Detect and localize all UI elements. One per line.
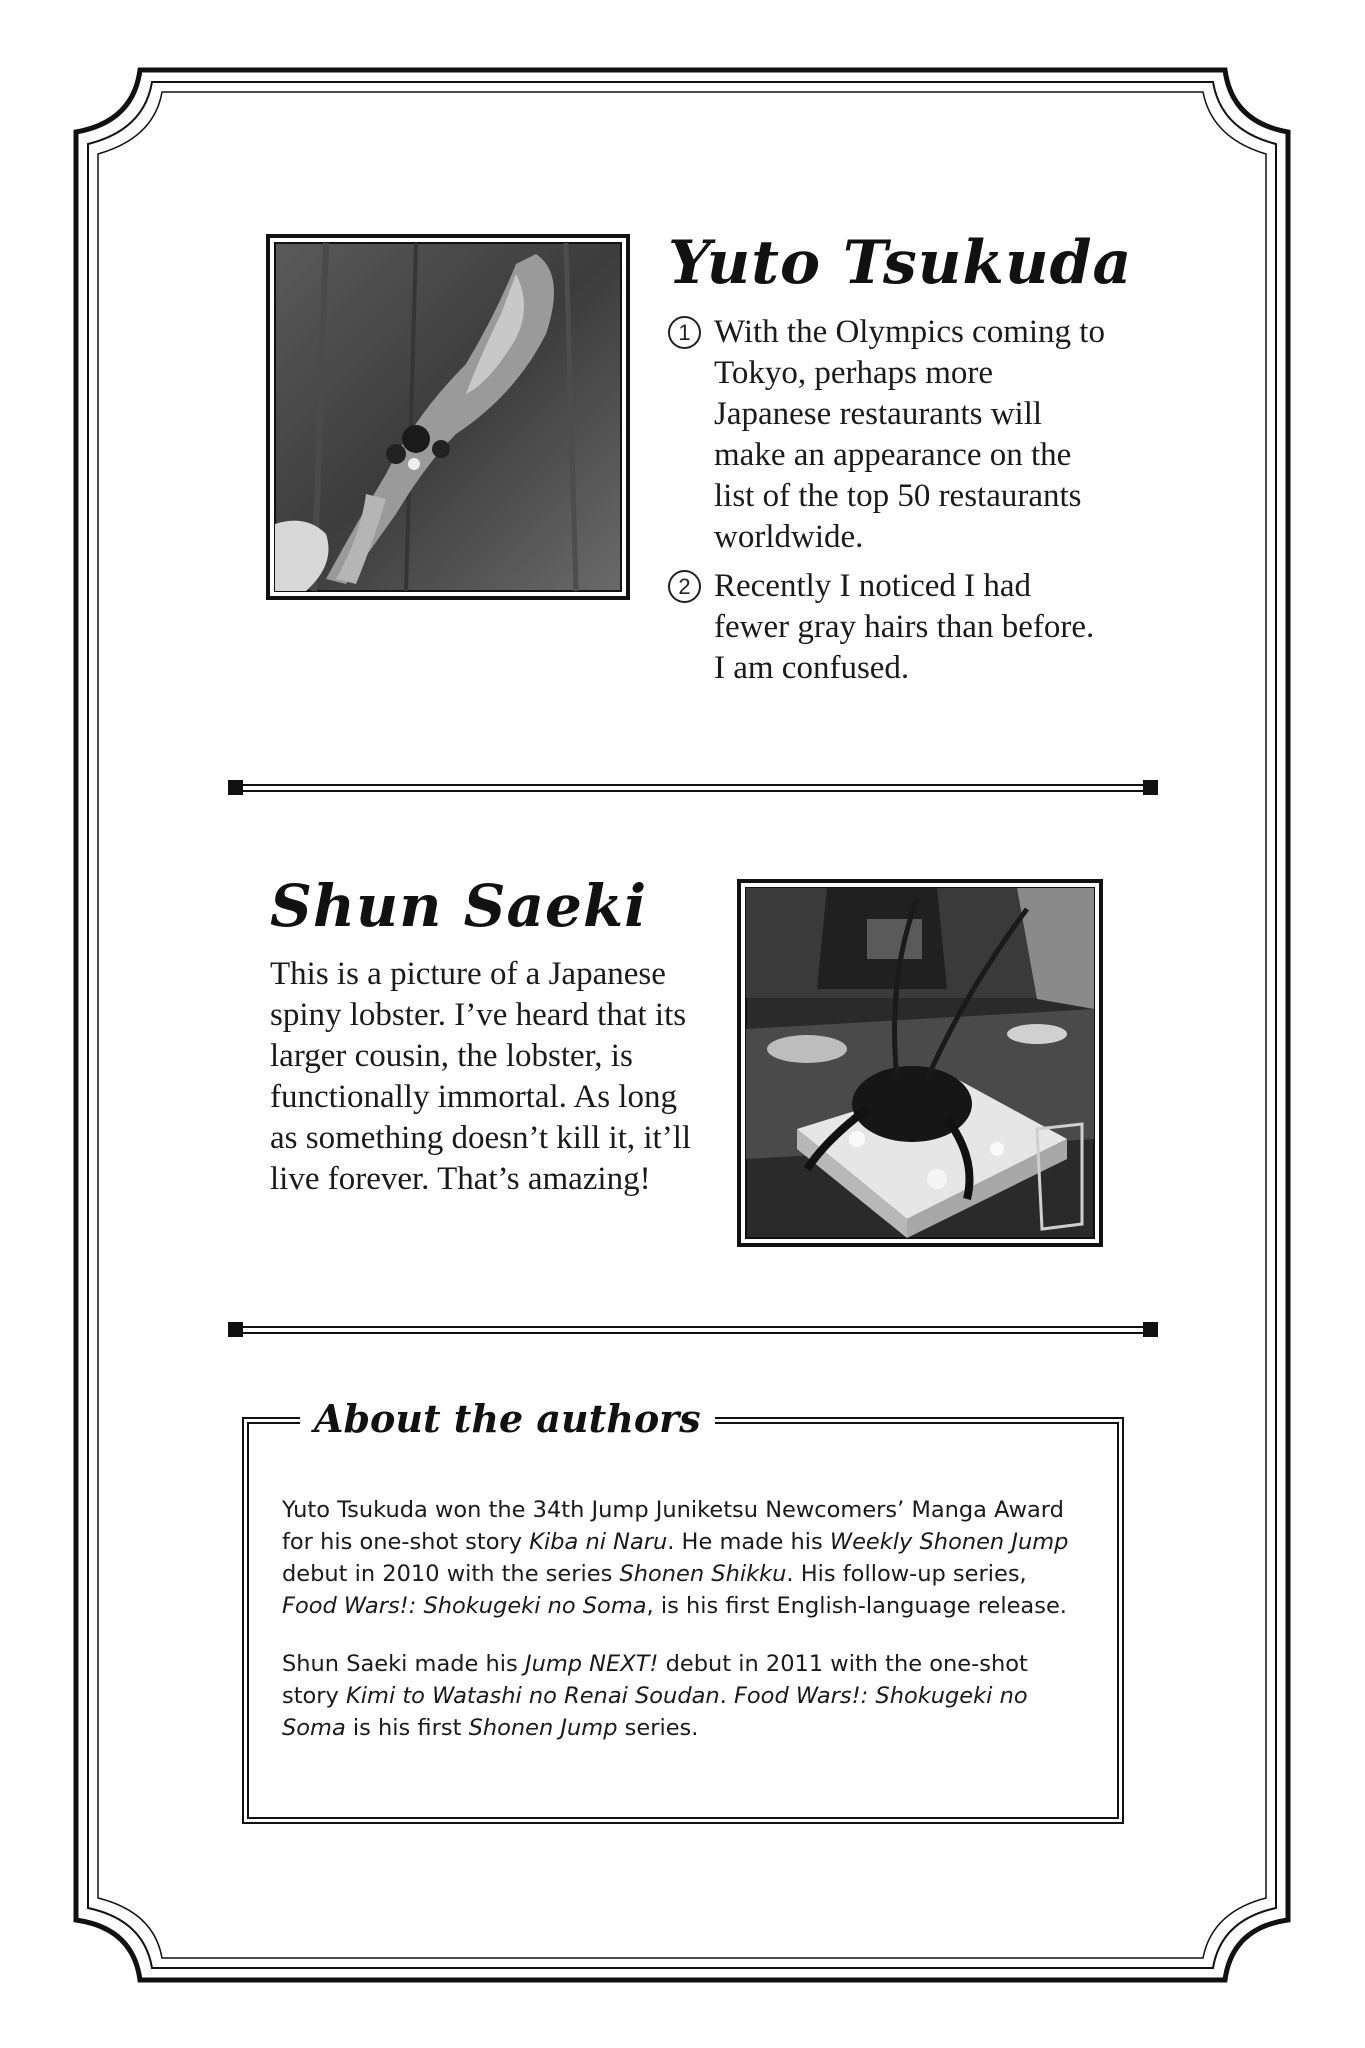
yuto-notes-list	[668, 312, 1108, 697]
about-authors-heading: About the authors	[300, 1396, 715, 1441]
paragraph-text: , is his first English-language release.	[646, 1593, 1067, 1619]
paragraph-text: series.	[617, 1715, 699, 1741]
paragraph-text: . He made his	[667, 1529, 830, 1555]
italic-title-text: Food Wars!: Shokugeki no Soma	[282, 1683, 1028, 1741]
list-item	[668, 312, 1108, 558]
italic-title-text: Kiba ni Naru	[529, 1529, 668, 1555]
paragraph-text: . His follow-up series,	[786, 1561, 1027, 1587]
paragraph-text: Shun Saeki made his	[282, 1651, 525, 1677]
italic-title-text: Weekly Shonen Jump	[829, 1529, 1069, 1555]
circled-number-icon: 1	[668, 316, 701, 349]
paragraph-text: is his first	[345, 1715, 469, 1741]
about-paragraph	[282, 1494, 1082, 1622]
note-text: Recently I noticed I had fewer gray hairs than before. I am confused.	[714, 568, 1095, 686]
author-name-shun-saeki: Shun Saeki	[270, 872, 648, 940]
italic-title-text: Jump NEXT!	[524, 1651, 659, 1677]
paragraph-text: .	[719, 1683, 734, 1709]
author-name-yuto-tsukuda: Yuto Tsukuda	[668, 228, 1133, 298]
list-item	[668, 566, 1108, 689]
italic-title-text: Kimi to Watashi no Renai Soudan	[346, 1683, 720, 1709]
paragraph-text: Yuto Tsukuda won the 34th Jump Juniketsu Newcomers’ Manga Award for his one-shot story	[282, 1497, 1064, 1555]
italic-title-text: Shonen Shikku	[619, 1561, 787, 1587]
shun-saeki-text: This is a picture of a Japanese spiny lobster. I’ve heard that its larger cousin, the lobster, is functionally immortal. As long as something doesn’t kill it, it’ll live forever. That’s amazing!	[270, 956, 692, 1197]
paragraph-text: debut in 2011 with the one-shot story	[282, 1651, 1028, 1709]
circled-number-icon: 2	[668, 570, 701, 603]
about-authors-text	[282, 1494, 1082, 1770]
note-text: With the Olympics coming to Tokyo, perhaps more Japanese restaurants will make an appearance on the list of the top 50 restaurants worldwide.	[714, 314, 1105, 555]
about-paragraph	[282, 1648, 1082, 1744]
squid-skewer-photo	[266, 234, 630, 600]
italic-title-text: Food Wars!: Shokugeki no Soma	[282, 1593, 647, 1619]
italic-title-text: Shonen Jump	[468, 1715, 618, 1741]
spiny-lobster-photo	[737, 879, 1103, 1247]
paragraph-text: debut in 2010 with the series	[282, 1561, 620, 1587]
